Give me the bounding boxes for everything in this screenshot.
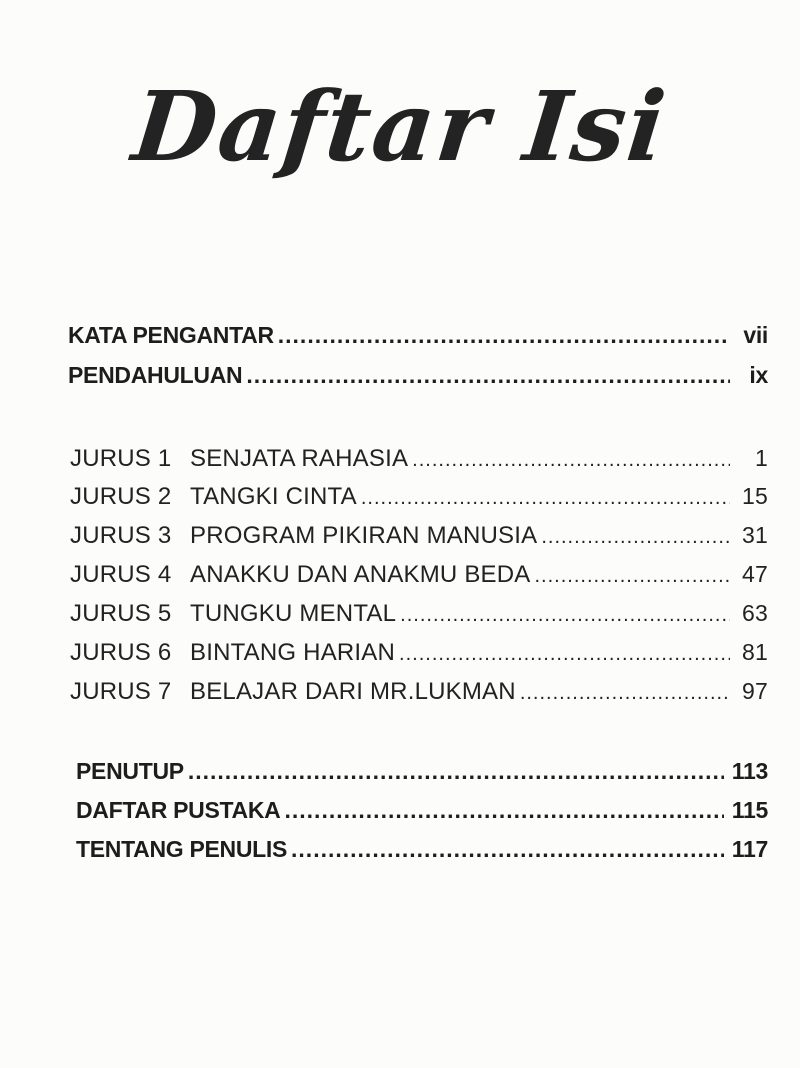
- toc-entry-label: TENTANG PENULIS: [76, 836, 288, 862]
- chapter-number: JURUS 7: [70, 678, 172, 705]
- dot-leader: [520, 682, 730, 705]
- toc-entry-jurus-4[interactable]: [70, 561, 768, 597]
- chapter-number: JURUS 5: [70, 600, 172, 627]
- toc-entry-label: PENDAHULUAN: [68, 362, 243, 388]
- chapter-number: JURUS 2: [70, 483, 172, 510]
- toc-entry-label: PENUTUP: [76, 758, 184, 784]
- chapter-title: TANGKI CINTA: [190, 483, 357, 510]
- toc-entry-label: [70, 483, 357, 511]
- toc-entry-page: ix: [749, 362, 768, 388]
- chapter-title: PROGRAM PIKIRAN MANUSIA: [190, 522, 538, 549]
- toc-entry-label: [70, 600, 396, 628]
- chapter-title: BINTANG HARIAN: [190, 639, 396, 666]
- toc-entry-page: 97: [742, 678, 768, 704]
- toc-entry-page: vii: [743, 322, 768, 348]
- toc-entry-daftar-pustaka[interactable]: [76, 797, 768, 833]
- dot-leader: [399, 643, 730, 666]
- toc-entry-page: 115: [731, 797, 768, 823]
- dot-leader: [188, 758, 724, 785]
- toc-entry-page: 81: [742, 639, 768, 665]
- toc-entry-page: 47: [742, 561, 768, 587]
- chapter-number: JURUS 1: [70, 445, 172, 472]
- toc-entry-page: 63: [742, 600, 768, 626]
- chapter-title: BELAJAR DARI MR.LUKMAN: [190, 678, 516, 705]
- dot-leader: [278, 322, 730, 349]
- dot-leader: [291, 836, 724, 863]
- dot-leader: [412, 449, 730, 472]
- toc-entry-kata-pengantar[interactable]: [68, 322, 768, 358]
- chapter-number: JURUS 6: [70, 639, 172, 666]
- toc-entry-label: [70, 522, 537, 550]
- dot-leader: [246, 362, 730, 389]
- toc-entry-label: DAFTAR PUSTAKA: [76, 797, 281, 823]
- chapter-title: TUNGKU MENTAL: [190, 600, 397, 627]
- toc-entry-jurus-3[interactable]: [70, 522, 768, 558]
- toc-entry-penutup[interactable]: [76, 758, 768, 794]
- toc-entry-tentang-penulis[interactable]: [76, 836, 768, 872]
- toc-entry-jurus-1[interactable]: [70, 445, 768, 481]
- chapter-number: JURUS 4: [70, 561, 172, 588]
- toc-entry-label: [70, 561, 530, 589]
- chapter-title: ANAKKU DAN ANAKMU BEDA: [190, 561, 531, 588]
- toc-entry-page: 113: [731, 758, 768, 784]
- toc-entry-label: [70, 678, 516, 706]
- toc-entry-page: 1: [755, 445, 768, 471]
- chapter-title: SENJATA RAHASIA: [190, 445, 409, 472]
- toc-entry-jurus-7[interactable]: [70, 678, 768, 714]
- chapter-number: JURUS 3: [70, 522, 172, 549]
- toc-entry-jurus-5[interactable]: [70, 600, 768, 636]
- page-title: Daftar Isi: [127, 70, 673, 183]
- dot-leader: [534, 565, 730, 588]
- toc-entry-jurus-2[interactable]: [70, 483, 768, 519]
- dot-leader: [541, 526, 730, 549]
- toc-entry-page: 117: [731, 836, 768, 862]
- toc-entry-label: KATA PENGANTAR: [68, 322, 274, 348]
- toc-entry-page: 15: [742, 483, 768, 509]
- toc-entry-page: 31: [742, 522, 768, 548]
- dot-leader: [285, 797, 724, 824]
- dot-leader: [400, 604, 730, 627]
- toc-entry-pendahuluan[interactable]: [68, 362, 768, 398]
- toc-entry-label: [70, 445, 408, 473]
- toc-entry-label: [70, 639, 395, 667]
- dot-leader: [361, 487, 730, 510]
- toc-entry-jurus-6[interactable]: [70, 639, 768, 675]
